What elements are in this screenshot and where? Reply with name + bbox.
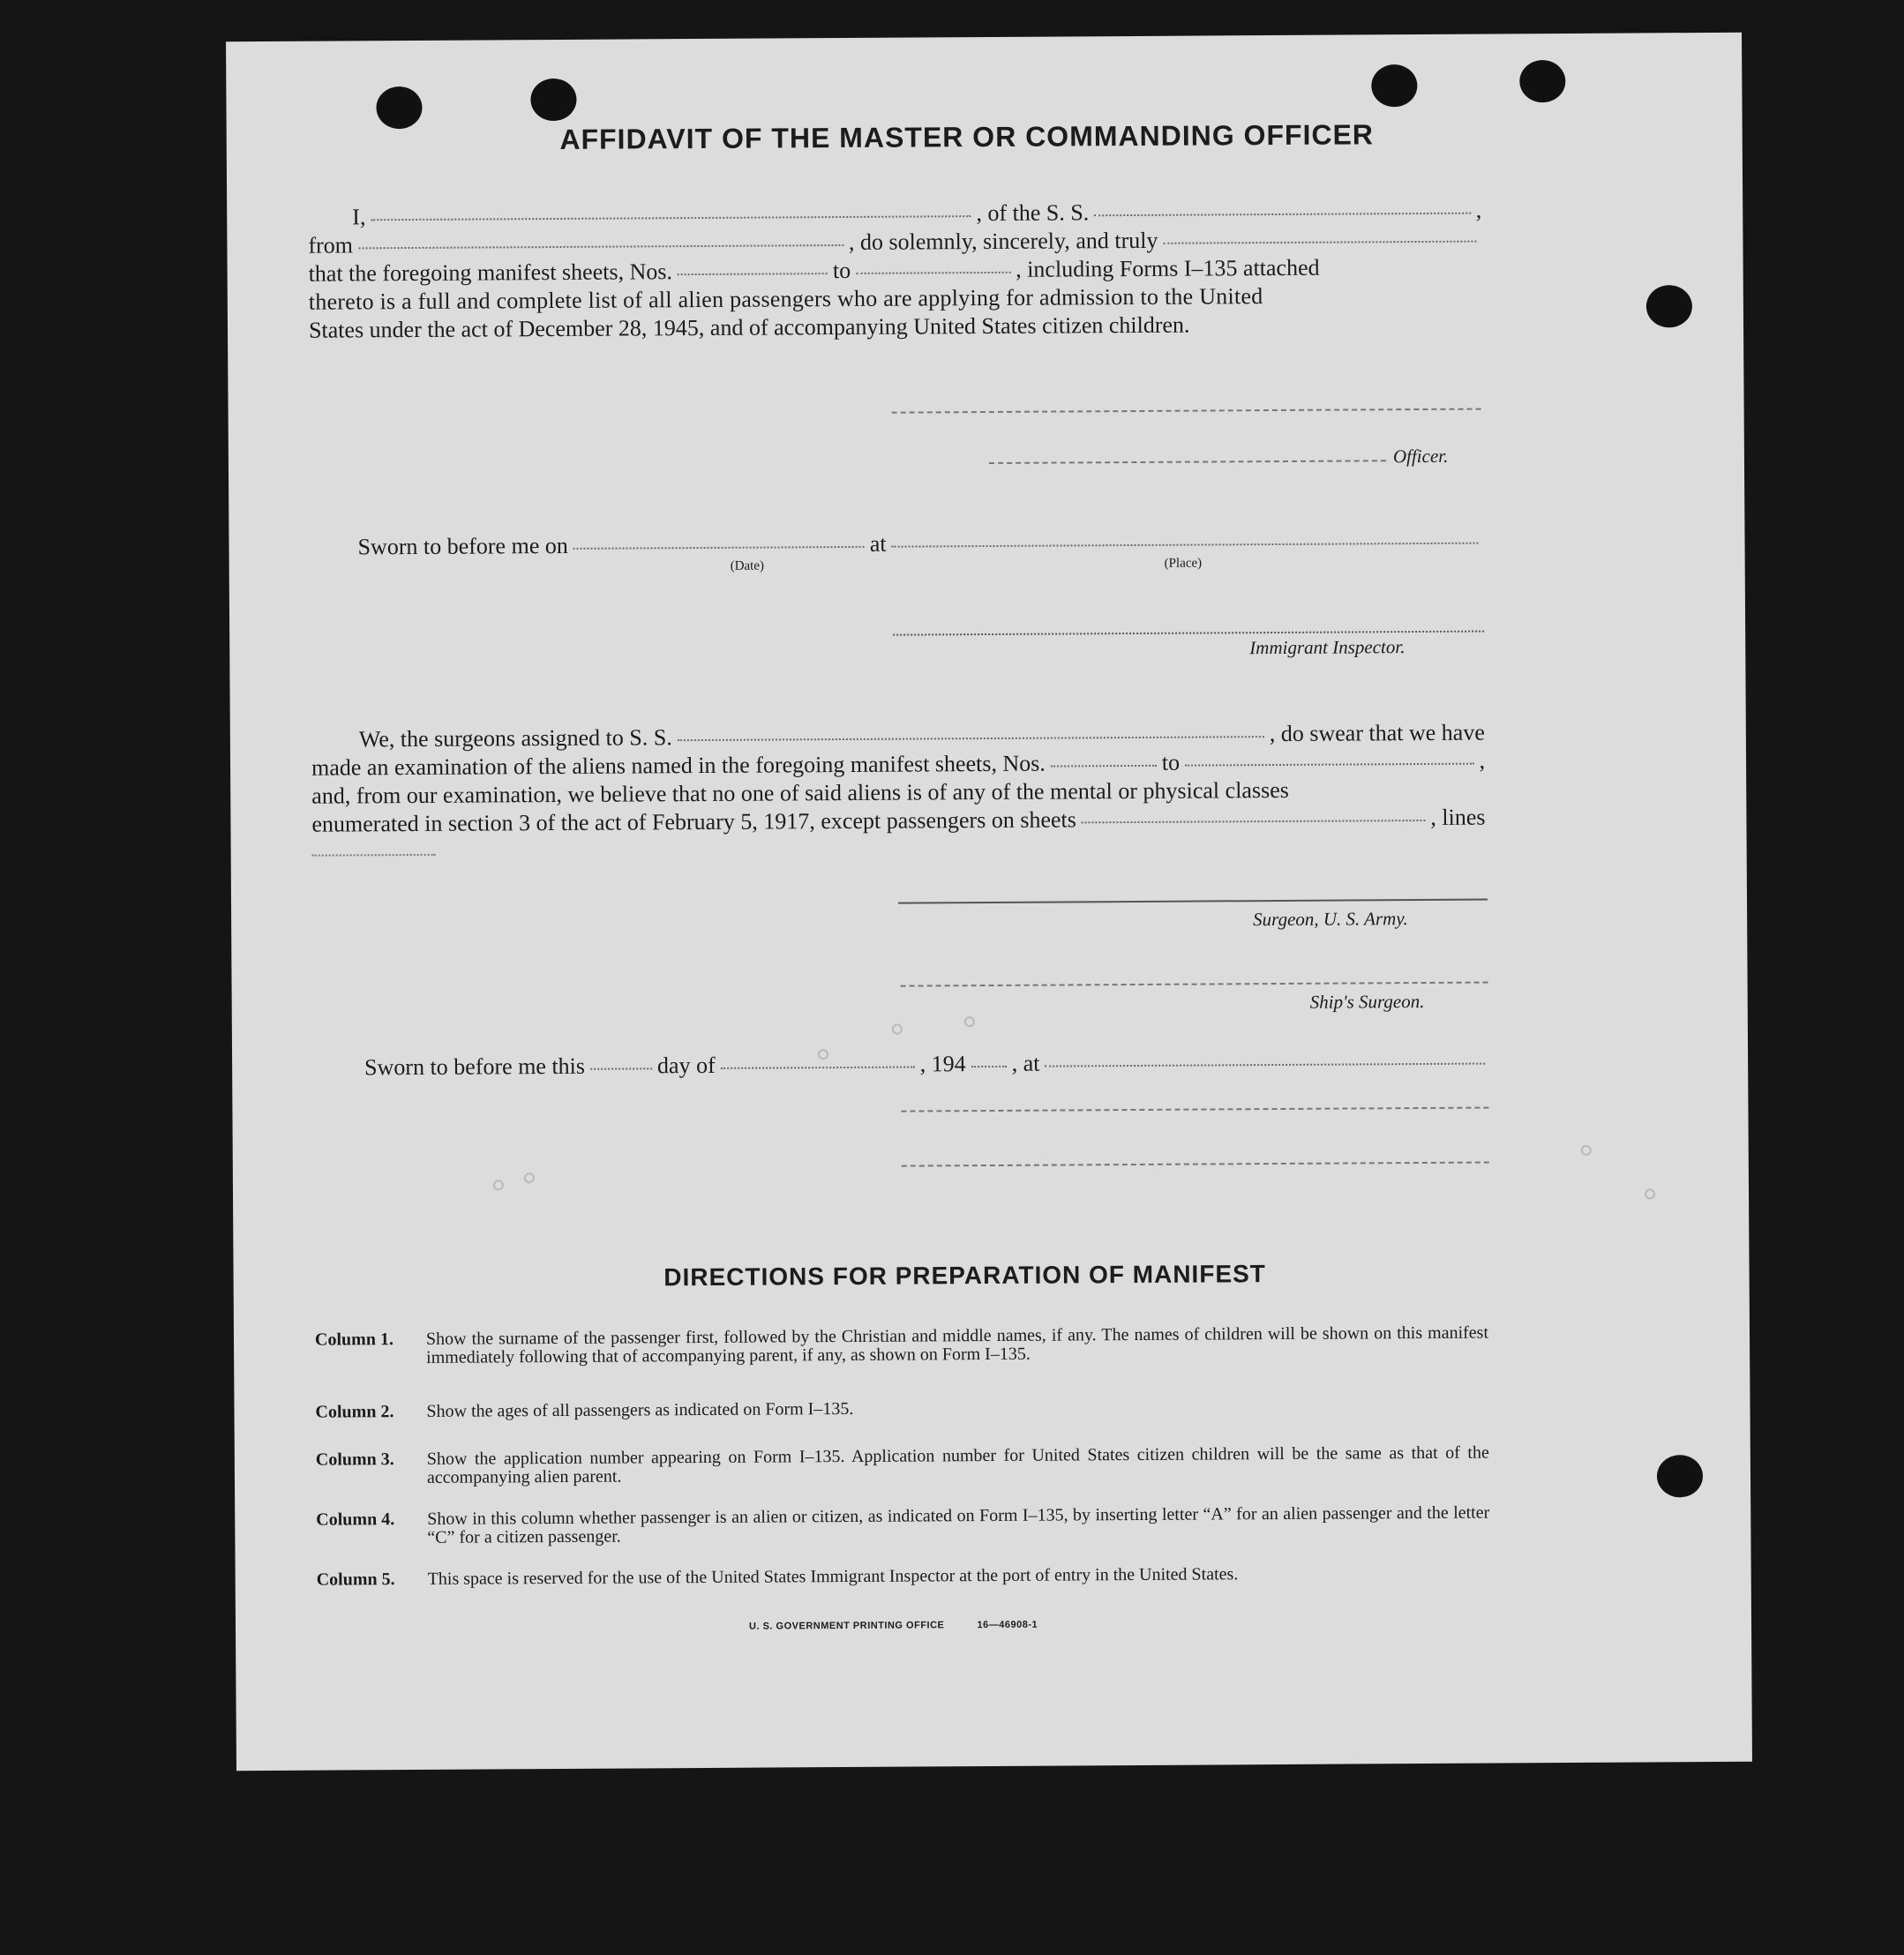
sworn-day-field[interactable] — [590, 1067, 652, 1069]
affidavit-i: I, — [352, 204, 366, 230]
surgeons-line-3: and, from our examination, we believe that no one of said aliens is of any of the mental or physical classes — [311, 776, 1289, 809]
directions-title: DIRECTIONS FOR PREPARATION OF MANIFEST — [663, 1260, 1266, 1292]
punch-hole — [1646, 285, 1692, 327]
surgeons-line-2: made an examination of the aliens named in the foregoing manifest sheets, Nos. to , — [311, 747, 1486, 781]
paper-speck — [493, 1180, 504, 1190]
paper-speck — [892, 1024, 903, 1035]
paper-speck — [964, 1016, 975, 1027]
direction-item: Column 1. Show the surname of the passenger first, followed by the Christian and middle names, if any. The names of children will be shown on this manifest immediately following that of accompanying parent, if any, as shown on Form I–135. — [314, 1322, 1489, 1367]
affidavit-line-1: I, , of the S. S. , — [352, 197, 1482, 230]
sworn-date-field[interactable] — [573, 545, 865, 550]
paper-speck — [524, 1172, 535, 1183]
surgeon-sheets-from-field[interactable] — [1051, 764, 1157, 768]
exception-lines-field[interactable] — [312, 854, 436, 857]
ship-surgeon-signature-line[interactable] — [901, 982, 1488, 987]
printer-name: U. S. GOVERNMENT PRINTING OFFICE — [748, 1620, 945, 1632]
sworn-location-field[interactable] — [1045, 1062, 1485, 1067]
sheets-to-field[interactable] — [856, 271, 1010, 274]
surgeon-ship-field[interactable] — [678, 735, 1264, 741]
sworn-year-field[interactable] — [971, 1065, 1007, 1067]
affidavit-line-3: that the foregoing manifest sheets, Nos. to , including Forms I–135 attached — [308, 254, 1320, 287]
exception-sheets-field[interactable] — [1082, 819, 1425, 823]
surgeons-line-1: We, the surgeons assigned to S. S. , do swear that we have — [358, 719, 1485, 753]
sworn-this-day-line: Sworn to before me this day of , 194 , at — [364, 1047, 1490, 1082]
officer-signature-line-2[interactable] — [989, 460, 1386, 464]
punch-hole — [1657, 1455, 1703, 1497]
witness-signature-line-2[interactable] — [902, 1162, 1489, 1167]
army-surgeon-signature-line[interactable] — [898, 899, 1488, 904]
form-code: 16—46908-1 — [977, 1619, 1038, 1631]
inspector-label: Immigrant Inspector. — [1249, 636, 1406, 659]
affidavit-line-2: from , do solemnly, sincerely, and truly — [308, 225, 1481, 260]
direction-item: Column 2. Show the ages of all passengers as indicated on Form I–135. — [315, 1398, 854, 1422]
place-caption: (Place) — [1164, 556, 1203, 571]
affidavit-title: AFFIDAVIT OF THE MASTER OR COMMANDING OFFICER — [559, 118, 1375, 155]
direction-item: Column 3. Show the application number appearing on Form I–135. Application number for United States citizen children will be the same as that of the accompanying alien parent. — [315, 1442, 1489, 1487]
paper-speck — [1581, 1145, 1592, 1156]
surgeon-sheets-to-field[interactable] — [1185, 762, 1474, 767]
surgeons-line-4: enumerated in section 3 of the act of February 5, 1917, except passengers on sheets , lines — [311, 804, 1486, 837]
punch-hole — [376, 86, 422, 129]
officer-label: Officer. — [1392, 445, 1449, 468]
date-caption: (Date) — [730, 558, 765, 573]
punch-hole — [1519, 60, 1565, 102]
port-from-field[interactable] — [358, 243, 843, 249]
direction-item: Column 5. This space is reserved for the use of the United States Immigrant Inspector at the port of entry in the United States. — [316, 1564, 1239, 1590]
punch-hole — [530, 79, 576, 121]
inspector-signature-line[interactable] — [893, 631, 1484, 636]
ship-name-field[interactable] — [1094, 212, 1470, 217]
paper-speck — [1645, 1188, 1655, 1199]
master-name-field[interactable] — [371, 214, 971, 221]
sworn-place-field[interactable] — [892, 542, 1479, 548]
punch-hole — [1371, 64, 1417, 107]
sworn-before-line: Sworn to before me on at — [357, 527, 1483, 562]
sheets-from-field[interactable] — [678, 272, 828, 275]
ship-surgeon-label: Ship's Surgeon. — [1309, 990, 1425, 1013]
officer-signature-line-1[interactable] — [892, 408, 1481, 414]
direction-item: Column 4. Show in this column whether passenger is an alien or citizen, as indicated on Form I–135, by inserting letter “A” for an alien passenger and the letter “C” for a citizen passenger. — [316, 1502, 1490, 1547]
army-surgeon-label: Surgeon, U. S. Army. — [1253, 908, 1408, 931]
oath-blank-field[interactable] — [1163, 240, 1476, 244]
witness-signature-line-1[interactable] — [901, 1107, 1488, 1112]
sworn-month-field[interactable] — [721, 1066, 915, 1069]
affidavit-line-5: States under the act of December 28, 1945, and of accompanying United States citizen children. — [308, 311, 1190, 343]
printer-imprint — [749, 1620, 1038, 1632]
affidavit-line-4: thereto is a full and complete list of all alien passengers who are applying for admission to the United — [308, 283, 1263, 315]
manifest-form-page — [226, 33, 1752, 1771]
